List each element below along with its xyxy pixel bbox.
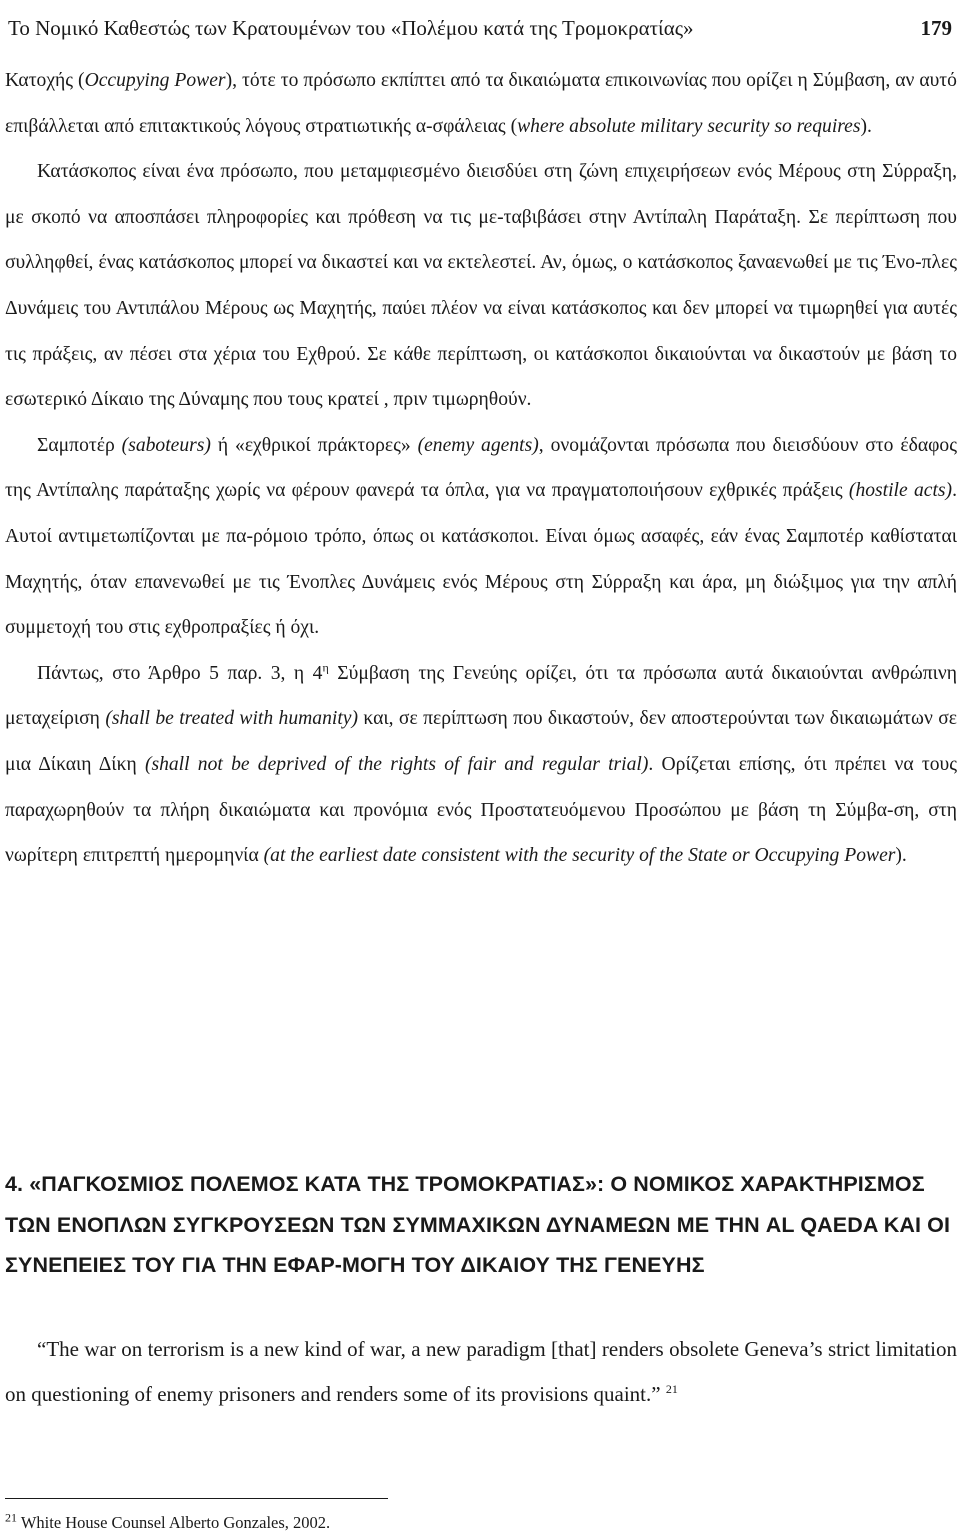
paragraph-saboteurs: Σαμποτέρ (saboteurs) ή «εχθρικοί πράκτορες» (enemy agents), ονομάζονται πρόσωπα που διεισδύουν στο έδαφος της Αντίπαλης παράταξης χωρίς να φέρουν φανερά τα όπλα, για να πραγματοποιήσουν εχθρικές πράξεις (hostile acts). Αυτοί αντιμετωπίζονται με πα-ρόμοιο τρόπο, όπως οι κατάσκοποι. Είναι όμως ασαφές, εάν ένας Σαμποτέρ καθίσταται Μαχητής, όταν επανενωθεί με τις Ένοπλες Δυνάμεις ενός Μέρους στη Σύρραξη και άρα, μη διώξιμος για την απλή συμμετοχή του στις εχθροπραξίες ή όχι. <box>5 434 957 639</box>
block-quote <box>5 1327 957 1416</box>
paragraph-occupying-power: Κατοχής (Occupying Power), τότε το πρόσωπο εκπίπτει από τα δικαιώματα επικοινωνίας που ορίζει η Σύμβαση, αν αυτό επιβάλλεται από επιτακτικούς λόγους στρατιωτικής α-σφάλειας (where absolute military security so requires). <box>5 70 957 137</box>
footnote-reference[interactable]: 21 <box>665 1381 678 1396</box>
quote-text: “The war on terrorism is a new kind of war, a new paradigm [that] renders obsolete Geneva’s strict limitation on questioning of enemy prisoners and renders some of its provisions quaint.” <box>5 1337 957 1406</box>
body-text <box>5 58 957 879</box>
running-header-title: Το Νομικό Καθεστώς των Κρατουμένων του «Πολέμου κατά της Τρομοκρατίας» <box>8 16 694 40</box>
paragraph-article-5: Πάντως, στο Άρθρο 5 παρ. 3, η $4^\eta$ Σύμβαση της Γενεύης ορίζει, ότι τα πρόσωπα αυτά δικαιούνται ανθρώπινη μεταχείριση (shall be treated with humanity) και, σε περίπτωση που δικαστούν, δεν αποστερούνται των δικαιωμάτων σε μια Δίκαιη Δίκη (shall not be deprived of the rights of fair and regular trial). Ορίζεται επίσης, ότι πρέπει να τους παραχωρηθούν τα πλήρη δικαιώματα και προνόμια ενός Προστατευόμενου Προσώπου με βάση τη Σύμβα-ση, στη νωρίτερη επιτρεπτή ημερομηνία (at the earliest date consistent with the security of the State or Occupying Power). <box>5 660 958 867</box>
footnote-number: 21 <box>5 1510 17 1525</box>
section-heading: 4. «ΠΑΓΚΟΣΜΙΟΣ ΠΟΛΕΜΟΣ ΚΑΤΑ ΤΗΣ ΤΡΟΜΟΚΡΑΤΙΑΣ»: Ο ΝΟΜΙΚΟΣ ΧΑΡΑΚΤΗΡΙΣΜΟΣ ΤΩΝ ΕΝΟΠΛΩΝ ΣΥΓΚΡΟΥΣΕΩΝ ΤΩΝ ΣΥΜΜΑΧΙΚΩΝ ΔΥΝΑΜΕΩΝ ΜΕ ΤΗΝ AL QAEDA ΚΑΙ ΟΙ ΣΥΝΕΠΕΙΕΣ ΤΟΥ ΓΙΑ ΤΗΝ ΕΦΑΡ-ΜΟΓΗ ΤΟΥ ΔΙΚΑΙΟΥ ΤΗΣ ΓΕΝΕΥΗΣ <box>5 1172 951 1277</box>
running-header <box>0 8 960 48</box>
footnote-divider <box>5 1498 388 1499</box>
footnote <box>5 1510 331 1533</box>
paragraph-spy: Κατάσκοπος είναι ένα πρόσωπο, που μεταμφιεσμένο διεισδύει στη ζώνη επιχειρήσεων ενός Μέρους στη Σύρραξη, με σκοπό να αποσπάσει πληροφορίες και πρόθεση να τις με-ταβιβάσει στην Αντίπαλη Παράταξη. Σε περίπτωση που συλληφθεί, ένας κατάσκοπος μπορεί να δικαστεί και να εκτελεστεί. Αν, όμως, ο κατάσκοπος ξαναενωθεί με τις Ένο-πλες Δυνάμεις του Αντιπάλου Μέρους ως Μαχητής, παύει πλέον να είναι κατάσκοπος και δεν μπορεί να τιμωρηθεί για αυτές τις πράξεις, αν πέσει στα χέρια του Εχθρού. Σε κάθε περίπτωση, οι κατάσκοποι δικαιούνται να δικαστούν με βάση το εσωτερικό Δίκαιο της Δύναμης που τους κρατεί , πριν τιμωρηθούν. <box>5 161 957 411</box>
footnote-text: White House Counsel Alberto Gonzales, 2002. <box>17 1513 331 1532</box>
page-number: 179 <box>920 16 952 40</box>
